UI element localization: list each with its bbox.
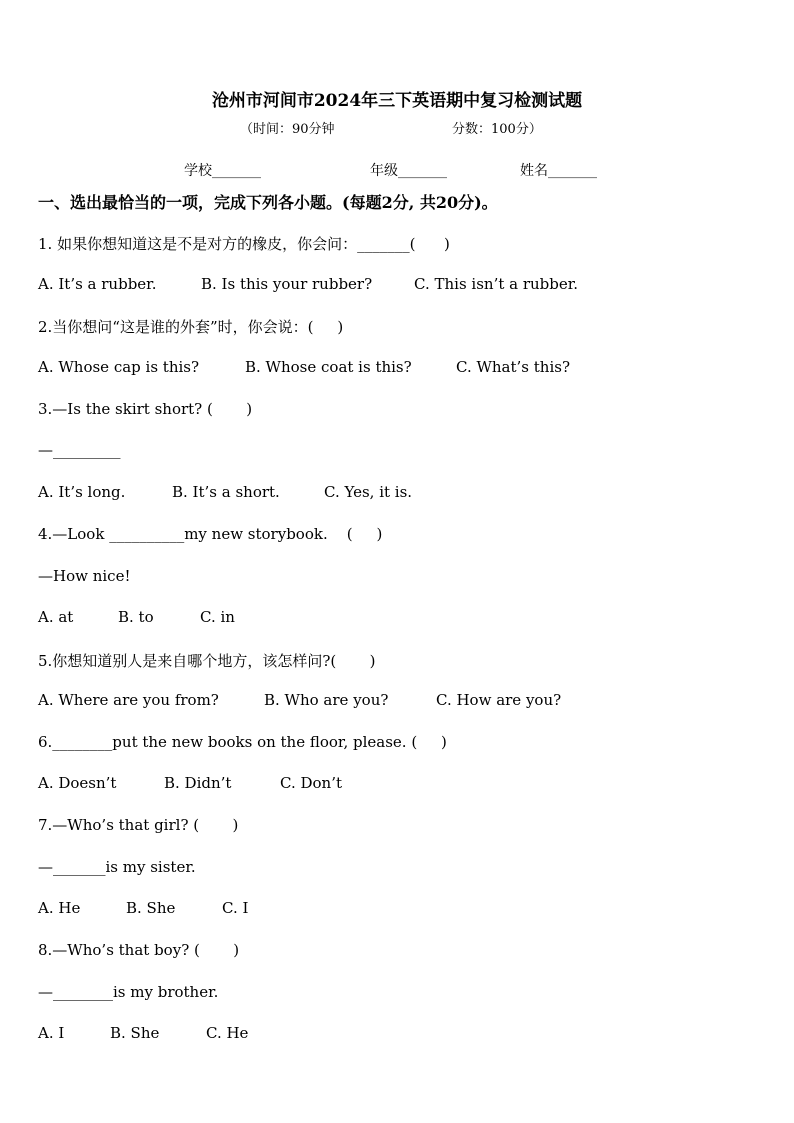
name-field: 姓名_______ <box>520 163 597 179</box>
question-1-option-b: B. Is this your rubber? <box>201 275 373 293</box>
question-7-option-c: C. I <box>222 899 249 917</box>
question-6-option-c: C. Don’t <box>280 774 342 792</box>
question-2-option-b: B. Whose coat is this? <box>245 358 412 376</box>
question-7-stem: 7.—Who’s that girl? ( ) <box>38 816 239 834</box>
question-1-stem: 1. 如果你想知道这是不是对方的橡皮，你会问：_______( ) <box>38 235 450 253</box>
question-4-stem: 4.—Look __________my new storybook. ( ) <box>38 525 383 543</box>
question-5-option-a: A. Where are you from? <box>38 691 219 709</box>
question-8-option-a: A. I <box>38 1024 65 1042</box>
question-7-option-a: A. He <box>38 899 81 917</box>
page-title: 沧州市河间市2024年三下英语期中复习检测试题 <box>211 91 583 111</box>
grade-field: 年级_______ <box>370 163 447 179</box>
question-3-option-a: A. It’s long. <box>38 483 126 501</box>
question-8-option-c: C. He <box>206 1024 249 1042</box>
question-5-option-b: B. Who are you? <box>264 691 389 709</box>
question-4-option-b: B. to <box>118 608 154 626</box>
question-8-answer: —________is my brother. <box>38 983 219 1001</box>
question-5-option-c: C. How are you? <box>436 691 562 709</box>
question-6-option-b: B. Didn’t <box>164 774 232 792</box>
question-2-stem: 2.当你想问“这是谁的外套”时，你会说：( ) <box>38 318 344 336</box>
question-2-option-c: C. What’s this? <box>456 358 570 376</box>
question-5-stem: 5.你想知道别人是来自哪个地方，该怎样问?( ) <box>38 652 376 670</box>
school-field: 学校_______ <box>184 163 261 179</box>
exam-time: （时间：90分钟 <box>240 122 335 137</box>
question-7-answer: —_______is my sister. <box>38 858 196 876</box>
question-2-option-a: A. Whose cap is this? <box>38 358 200 376</box>
question-8-option-b: B. She <box>110 1024 160 1042</box>
section-heading: 一、选出最恰当的一项，完成下列各小题。(每题2分, 共20分)。 <box>38 193 498 212</box>
question-8-stem: 8.—Who’s that boy? ( ) <box>38 941 240 959</box>
question-7-option-b: B. She <box>126 899 176 917</box>
exam-score: 分数：100分） <box>452 122 542 137</box>
question-6-stem: 6.________put the new books on the floor, please. ( ) <box>38 733 447 751</box>
question-3-option-c: C. Yes, it is. <box>324 483 413 501</box>
question-3-answer: —_________ <box>38 441 121 459</box>
question-3-option-b: B. It’s a short. <box>172 483 280 501</box>
question-6-option-a: A. Doesn’t <box>38 774 117 792</box>
question-4-option-a: A. at <box>38 608 74 626</box>
question-4-answer: —How nice! <box>38 567 131 585</box>
question-3-stem: 3.—Is the skirt short? ( ) <box>38 400 253 418</box>
question-1-option-c: C. This isn’t a rubber. <box>414 275 579 293</box>
question-1-option-a: A. It’s a rubber. <box>38 275 157 293</box>
question-4-option-c: C. in <box>200 608 235 626</box>
